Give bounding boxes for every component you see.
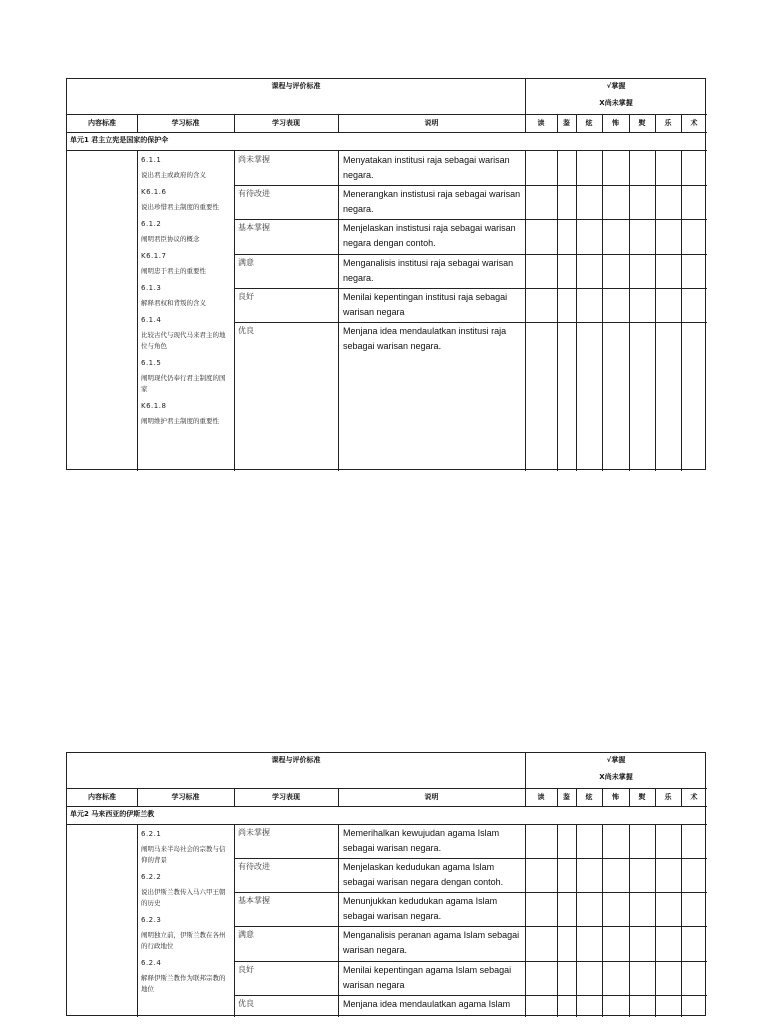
- performance-description: Menilai kepentingan agama Islam sebagai warisan negara: [343, 965, 512, 990]
- standard-text: 阐明独立前，伊斯兰教在各州的行政地位: [141, 931, 226, 950]
- col-header-performance: 学习表现: [272, 793, 300, 801]
- standard-code: 6.2.1: [141, 830, 162, 838]
- standard-code: K6.1.7: [141, 252, 167, 260]
- performance-level: 基本掌握: [238, 223, 270, 232]
- check-col-header: 熨: [638, 793, 646, 801]
- performance-level: 有待改进: [238, 189, 270, 198]
- standard-code: K6.1.6: [141, 188, 167, 196]
- performance-level: 优良: [238, 999, 254, 1008]
- assessment-table-1: [66, 78, 706, 470]
- unit-title: 单元1 君主立宪是国家的保护伞: [70, 136, 169, 144]
- performance-level: 满意: [238, 258, 254, 267]
- standard-code: 6.1.1: [141, 156, 162, 164]
- check-col-header: 读: [537, 119, 545, 127]
- performance-description: Menjana idea mendaulatkan agama Islam: [343, 999, 511, 1009]
- col-header-explanation: 说明: [424, 119, 439, 127]
- check-col-header: 术: [690, 793, 698, 801]
- col-header-performance: 学习表现: [272, 119, 300, 127]
- standard-text: 解释君权和背叛的含义: [141, 299, 206, 307]
- standard-text: 说出伊斯兰教传入马六甲王朝的历史: [141, 888, 226, 907]
- standard-text: 说出君主或政府的含义: [141, 171, 206, 179]
- check-col-header: 乐: [664, 119, 672, 127]
- standard-code: 6.2.2: [141, 873, 162, 881]
- performance-description: Memerihalkan kewujudan agama Islam sebagai warisan negara.: [343, 828, 500, 853]
- assessment-table-2: [66, 752, 706, 1016]
- performance-description: Menganalisis peranan agama Islam sebagai warisan negara.: [343, 930, 520, 955]
- performance-description: Menunjukkan kedudukan agama Islam sebagai warisan negara.: [343, 896, 498, 921]
- standard-code: K6.1.8: [141, 402, 167, 410]
- performance-description: Menyatakan institusi raja sebagai warisan negara.: [343, 155, 510, 180]
- performance-level: 尚未掌握: [238, 155, 270, 164]
- legend-not-mastered: X尚未掌握: [599, 773, 633, 781]
- performance-level: 满意: [238, 930, 254, 939]
- performance-description: Menganalisis institusi raja sebagai warisan negara.: [343, 258, 514, 283]
- performance-description: Menjana idea mendaulatkan institusi raja sebagai warisan negara.: [343, 326, 507, 351]
- performance-level: 基本掌握: [238, 896, 270, 905]
- table-title: 课程与评价标准: [271, 82, 321, 90]
- standard-code: 6.2.4: [141, 959, 162, 967]
- col-header-learning: 学习标准: [171, 793, 200, 801]
- standard-code: 6.1.3: [141, 284, 162, 292]
- standard-code: 6.2.3: [141, 916, 162, 924]
- check-col-header: 术: [690, 119, 698, 127]
- standard-text: 阐明现代仍奉行君主制度的国家: [141, 374, 226, 393]
- standard-code: 6.1.5: [141, 359, 162, 367]
- unit-title: 单元2 马来西亚的伊斯兰教: [70, 810, 155, 818]
- performance-description: Menjelaskan instistusi raja sebagai warisan negara dengan contoh.: [343, 223, 516, 248]
- performance-description: Menerangkan instistusi raja sebagai warisan negara.: [343, 189, 521, 214]
- check-col-header: 怖: [612, 793, 619, 801]
- learning-standards-list: [141, 151, 231, 433]
- check-col-header: 炫: [585, 119, 593, 127]
- legend-mastered: √掌握: [606, 756, 626, 764]
- standard-code: 6.1.2: [141, 220, 162, 228]
- standard-code: 6.1.4: [141, 316, 162, 324]
- table-title: 课程与评价标准: [271, 756, 321, 764]
- performance-level: 尚未掌握: [238, 828, 270, 837]
- check-col-header: 鉴: [563, 119, 570, 127]
- check-col-header: 鉴: [563, 793, 570, 801]
- performance-level: 良好: [238, 965, 254, 974]
- standard-text: 阐明维护君主制度的重要性: [141, 417, 219, 425]
- col-header-learning: 学习标准: [171, 119, 200, 127]
- standard-text: 说出珍惜君主制度的重要性: [141, 203, 219, 211]
- performance-level: 有待改进: [238, 862, 270, 871]
- performance-description: Menjelaskan kedudukan agama Islam sebagai warisan negara dengan contoh.: [343, 862, 504, 887]
- col-header-content: 内容标准: [88, 119, 116, 127]
- standard-text: 比较古代与现代马来君主的地位与角色: [141, 331, 226, 350]
- col-header-explanation: 说明: [424, 793, 439, 801]
- performance-description: Menilai kepentingan institusi raja sebagai warisan negara: [343, 292, 508, 317]
- legend-mastered: √掌握: [606, 82, 626, 90]
- col-header-content: 内容标准: [88, 793, 116, 801]
- standard-text: 阐明马来半岛社会的宗教与信仰的背景: [141, 845, 226, 864]
- learning-standards-list: [141, 825, 231, 1001]
- performance-level: 良好: [238, 292, 254, 301]
- check-col-header: 读: [537, 793, 545, 801]
- check-col-header: 乐: [664, 793, 672, 801]
- check-col-header: 炫: [585, 793, 593, 801]
- performance-level: 优良: [238, 326, 254, 335]
- standard-text: 阐明君臣协议的概念: [141, 235, 200, 243]
- standard-text: 阐明忠于君主的重要性: [141, 267, 206, 275]
- check-col-header: 怖: [612, 119, 619, 127]
- standard-text: 解释伊斯兰教作为联邦宗教的地位: [141, 974, 226, 993]
- legend-not-mastered: X尚未掌握: [599, 99, 633, 107]
- check-col-header: 熨: [638, 119, 646, 127]
